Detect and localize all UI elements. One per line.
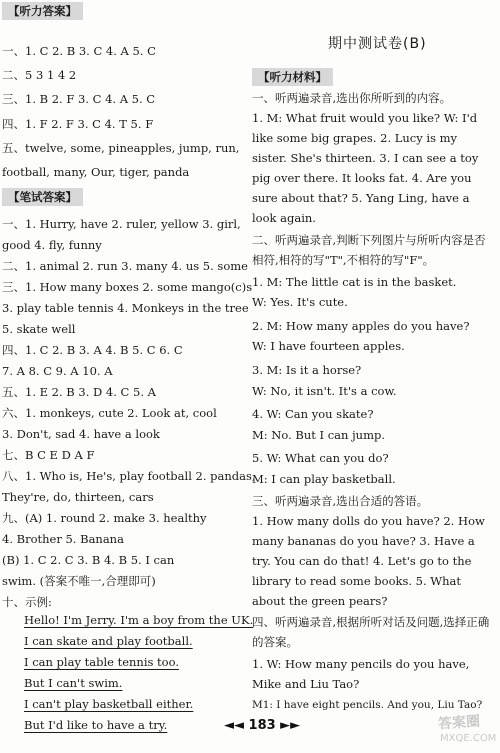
material-line: pig over there. It looks fat. 4. Are you: [252, 171, 472, 185]
material-line: M: I can play basketball.: [252, 472, 396, 486]
answer-line: 二、5 3 1 4 2: [2, 68, 77, 82]
material-line: 1. How many dolls do you have? 2. How: [252, 514, 485, 528]
page-number: ◄◄ 183 ►►: [224, 718, 301, 733]
material-line: 1. W: How many pencils do you have,: [252, 657, 470, 671]
test-title: 期中测试卷(B): [328, 36, 427, 52]
answer-line: good 4. fly, funny: [2, 238, 102, 252]
sample-essay-line: I can't play basketball either.: [24, 697, 194, 711]
material-line: 二、听两遍录音,判断下列图片与所听内容是否: [252, 233, 486, 247]
answer-line: 5. skate well: [2, 322, 76, 336]
material-line: W: Yes. It's cute.: [252, 295, 348, 309]
material-line: M: No. But I can jump.: [252, 428, 385, 442]
listening-material-header: 【听力材料】: [252, 68, 333, 86]
material-line: Mike and Liu Tao?: [252, 677, 360, 691]
answer-line: swim. (答案不唯一,合理即可): [2, 574, 156, 588]
material-line: 4. W: Can you skate?: [252, 407, 374, 421]
watermark-url: MXQE.COM: [440, 733, 497, 744]
sample-essay-line: Hello! I'm Jerry. I'm a boy from the UK.: [24, 613, 254, 627]
answer-line: 二、1. animal 2. run 3. many 4. us 5. some: [2, 259, 248, 273]
material-line: 1. M: The little cat is in the basket.: [252, 275, 457, 289]
answer-line: 三、1. B 2. F 3. C 4. A 5. C: [2, 92, 156, 106]
sample-essay-line: But I can't swim.: [24, 676, 123, 690]
sample-essay-line: I can skate and play football.: [24, 634, 193, 648]
material-line: about the green pears?: [252, 594, 388, 608]
material-line: 2. M: How many apples do you have?: [252, 319, 470, 333]
answer-line: 7. A 8. C 9. A 10. A: [2, 364, 113, 378]
answer-line: 三、1. How many boxes 2. some mango(c)s: [2, 280, 253, 294]
answer-line: football, many, Our, tiger, panda: [2, 165, 190, 179]
answer-line: 4. Brother 5. Banana: [2, 532, 124, 546]
material-line: try. You can do that! 4. Let's go to the: [252, 554, 472, 568]
answer-line: 四、1. C 2. B 3. A 4. B 5. C 6. C: [2, 343, 183, 357]
answer-line: 一、1. C 2. B 3. C 4. A 5. C: [2, 44, 156, 58]
answer-line: (B) 1. C 2. C 3. B 4. B 5. I can: [2, 553, 175, 567]
answer-line: They're, do, thirteen, cars: [2, 490, 154, 504]
sample-essay-line: I can play table tennis too.: [24, 655, 179, 669]
answer-line: 八、1. Who is, He's, play football 2. pandas,: [2, 469, 256, 483]
material-line: sure about that? 5. Yang Ling, have a: [252, 191, 470, 205]
sample-essay-line: But I'd like to have a try.: [24, 718, 168, 732]
answer-line: 六、1. monkeys, cute 2. Look at, cool: [2, 406, 217, 420]
material-line: 的答案。: [252, 635, 298, 649]
answer-line: 一、1. Hurry, have 2. ruler, yellow 3. girl,: [2, 217, 241, 231]
material-line: W: No, it isn't. It's a cow.: [252, 384, 397, 398]
answer-line: 3. play table tennis 4. Monkeys in the tree: [2, 301, 249, 315]
material-line: 四、听两遍录音,根据所听对话及问题,选择正确: [252, 615, 490, 629]
answer-line: 3. Don't, sad 4. have a look: [2, 427, 160, 441]
material-line: sister. She's thirteen. 3. I can see a toy: [252, 151, 479, 165]
answer-line: 五、twelve, some, pineapples, jump, run,: [2, 141, 240, 155]
material-line: like some big grapes. 2. Lucy is my: [252, 131, 458, 145]
answer-line: 十、示例:: [2, 595, 52, 609]
material-line: library to read some books. 5. What: [252, 574, 462, 588]
answer-line: 五、1. E 2. B 3. D 4. C 5. A: [2, 385, 156, 399]
answer-line: 九、(A) 1. round 2. make 3. healthy: [2, 511, 207, 525]
answer-line: 七、B C E D A F: [2, 448, 95, 462]
material-line: 3. M: Is it a horse?: [252, 363, 362, 377]
material-line: M1: I have eight pencils. And you, Liu Tao?: [252, 699, 483, 711]
answer-line: 四、1. F 2. F 3. C 4. T 5. F: [2, 117, 154, 131]
material-line: W: I have fourteen apples.: [252, 339, 405, 353]
written-answers-header: 【笔试答案】: [2, 188, 83, 206]
material-line: look again.: [252, 211, 316, 225]
watermark-logo: 答案圈: [437, 713, 481, 733]
material-line: 1. M: What fruit would you like? W: I'd: [252, 111, 478, 125]
material-line: 相符,相符的写"T",不相符的写"F"。: [252, 253, 435, 267]
listening-answers-header: 【听力答案】: [2, 2, 83, 20]
material-line: many bananas do you have? 3. Have a: [252, 534, 475, 548]
material-line: 一、听两遍录音,选出你所听到的内容。: [252, 91, 452, 105]
material-line: 三、听两遍录音,选出合适的答语。: [252, 494, 429, 508]
material-line: 5. W: What can you do?: [252, 451, 389, 465]
